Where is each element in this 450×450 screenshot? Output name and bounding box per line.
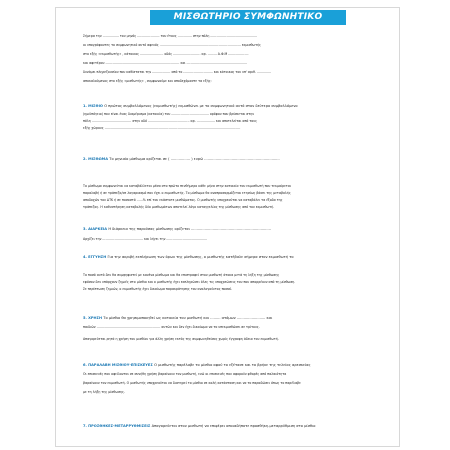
section-1-heading (83, 103, 298, 109)
section-number: 4. (83, 255, 87, 259)
section-label: ΔΙΑΡΚΕΙΑ (88, 227, 108, 231)
section-number: 7. (83, 424, 87, 428)
section-label: ΠΑΡΑΛΑΒΗ ΜΙΣΘΙΟΥ-ΕΠΙΣΚΕΥΕΣ (88, 363, 153, 367)
section-2-heading (83, 156, 280, 162)
body-line: αποδοχών του ΔΤΚ ή σε ποσοστό ......% επί του εκάστοτε μισθώματος. Ο μισθωτής υποχρεούται να καταβάλει τα έξοδα της (83, 198, 283, 202)
section-label: ΜΙΣΘΙΟ (88, 104, 103, 108)
intro-line: Σήμερα την ................ του μηνός ...................... του έτους .............. στην πόλη .............................................. (83, 34, 257, 38)
section-number: 2. (83, 157, 87, 161)
section-text: Το μίσθιο θα χρησιμοποιηθεί ως κατοικία του μισθωτή και ......... ατόμων ......................... και (103, 316, 273, 320)
body-line: Σε περίπτωση ζημιών, ο εκμισθωτής έχει δικαίωμα παρακράτησης του αναλογούντος ποσού. (83, 287, 233, 291)
body-line: Το μίσθωμα συμφωνείται να καταβάλλεται μέσα στο πρώτο πενθήμερο κάθε μήνα στην κατοικία του εκμισθωτή που τεκμαίρεται (83, 184, 291, 188)
intro-line: δυνάμει πληρεξουσίου που καθίσταται την .................. από το ............................. και κάτοικος του υπ' αριθ. .............. (83, 70, 272, 74)
section-3-heading (83, 226, 271, 232)
intro-line: στο εξής «εκμισθωτής» , κάτοικος ....................... οδός ........................... αρ. ......... Α.Φ.Μ .................... (83, 52, 249, 56)
body-line: παιδιών ............................................................... αυτών και δεν έχει δικαίωμα να το υπεκμισθώσει σε τρίτους. (83, 325, 260, 329)
body-line: βαραίνουν τον εκμισθωτή. Ο μισθωτής υποχρεούται να διατηρεί το μίσθιο σε καλή κατάσταση και να το παραδώσει όπως το παρέλαβε (83, 381, 301, 385)
section-text: Η διάρκεια της παρούσας μίσθωσης ορίζεται ...................................................................... (108, 227, 271, 231)
section-text: Για την ακριβή εκπλήρωση των όρων της μίσθωσης, ο μισθωτής κατέβαλε σήμερα στον εκμισθωτή το (107, 255, 294, 259)
body-line: εφόσον δεν υπάρχουν ζημιές στο μίσθιο και ο μισθωτής έχει εκπληρώσει όλες τις υποχρεώσεις του που απορρέουν από τη μίσθωση. (83, 280, 296, 284)
body-line: Οι επισκευές που οφείλονται σε συνήθη χρήση βαραίνουν τον μισθωτή, ενώ οι επισκευές που αφορούν φθορές από παλαιότητα (83, 372, 287, 376)
section-7-heading (83, 423, 315, 429)
section-label: ΠΡΟΣΘΗΚΕΣ-ΜΕΤΑΡΡΥΘΜΙΣΕΙΣ (88, 424, 151, 428)
body-line: (ημιϋπόγειο) που είναι ένας διαμέρισμα (κατοικία) του ..................................... ορόφου που βρίσκεται στην (83, 112, 254, 116)
section-label: ΧΡΗΣΗ (88, 316, 103, 320)
intro-line: οι υπογράφοντες το συμφωνητικό αυτό αφενός ................................................................................ εκμισθωτής (83, 43, 261, 47)
section-text: Το μηνιαίο μίσθωμα ορίζεται σε ( ................. ) ευρώ .................................................................. (109, 157, 280, 161)
section-number: 6. (83, 363, 87, 367)
section-text: Απαγορεύεται στον μισθωτή να επιφέρει οποιαδήποτε προσθήκη-μεταρρύθμιση στο μίσθιο (151, 424, 316, 428)
section-4-heading (83, 254, 294, 260)
section-number: 3. (83, 227, 87, 231)
section-label: ΜΙΣΘΩΜΑ (88, 157, 108, 161)
body-line: Το ποσό αυτό δεν θα συμψηφιστεί με κανένα μίσθωμα και θα επιστραφεί στον μισθωτή άτοκα μετά τη λήξη της μίσθωσης (83, 273, 280, 277)
section-number: 5. (83, 316, 87, 320)
section-text: Ο πρώτος συμβαλλόμενος (εκμισθωτής) εκμισθώνει με το συμφωνητικό αυτό στον δεύτερο συμβαλλόμενο (104, 104, 298, 108)
body-line: τράπεζας. Η καθυστέρηση καταβολής δύο μισθωμάτων αποτελεί λόγο καταγγελίας της μίσθωσης από τον εκμισθωτή. (83, 205, 275, 209)
body-line: Αρχίζει την ........................................ και λήγει την ........................................ (83, 237, 207, 241)
section-6-heading (83, 362, 311, 368)
body-line: με τη λήξη της μίσθωσης. (83, 390, 125, 394)
page-title: ΜΙΣΘΩΤΗΡΙΟ ΣΥΜΦΩΝΗΤΙΚΟ ΚΑΤΟΙΚΙΑΣ (150, 10, 346, 25)
body-line: πόλη ....................................... στην οδό ......................................... αρ. .................. και αποτελείται από τους (83, 119, 257, 123)
body-line: παραλαβή ή σε τράπεζα/σε λογαριασμό που έχει ο εκμισθωτής. Το μίσθωμα θα αναπροσαρμόζεται ετησίως βάσει της μεταβολής (83, 191, 291, 195)
body-line: εξής χώρους ...................................................................................................................................... (83, 126, 241, 130)
section-number: 1. (83, 104, 87, 108)
section-text: Ο μισθωτής παρέλαβε το μίσθιο αφού το εξέτασε και το βρήκε της τελείας αρεσκείας (154, 363, 311, 367)
intro-line: και αφετέρου ......................................................................... και ............................................................ (83, 61, 248, 65)
section-label: ΕΓΓΥΗΣΗ (88, 255, 107, 259)
intro-line: αποκαλούμενος στο εξής «μισθωτής» , συμφωνούμε και αποδεχόμαστε τα εξής: (83, 79, 212, 83)
body-line: Απαγορεύεται ρητά η χρήση του μισθίου για άλλη χρήση εκτός της συμφωνηθείσας χωρίς έγγραφη άδεια του εκμισθωτή. (83, 337, 279, 341)
section-5-heading (83, 315, 272, 321)
